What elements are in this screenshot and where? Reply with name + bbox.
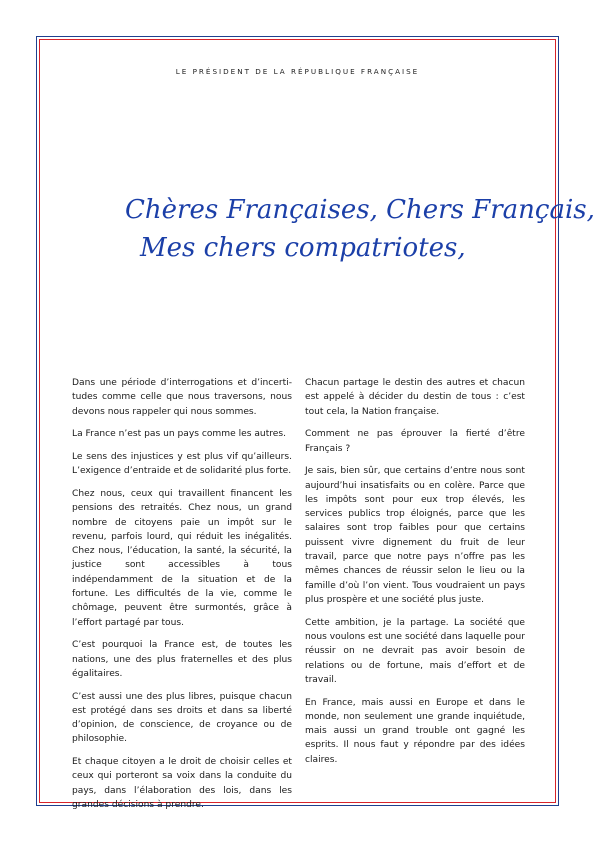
paragraph: C’est aussi une des plus libres, puisque chacun est protégé dans ses droits et dans sa liberté d’opinion, de conscience, de croyance ou de philosophie. (72, 691, 292, 745)
salutation-line-2: Mes chers compatriotes, (140, 233, 466, 263)
paragraph: En France, mais aussi en Europe et dans le monde, non seulement une grande inquiétude, mais aussi un grand trouble ont gagné les esprits. Il nous faut y répondre par des idées claires. (305, 697, 525, 765)
paragraph: C’est pourquoi la France est, de toutes les nations, une des plus fraternelles et des plus égalitaires. (72, 640, 292, 679)
handwritten-salutation (110, 170, 595, 280)
paragraph: Cette ambition, je la partage. La société que nous voulons est une société dans laquelle pour réussir on ne devrait pas avoir besoin de relations ou de fortune, mais d’effort et de travail. (305, 617, 525, 685)
paragraph: Et chaque citoyen a le droit de choisir celles et ceux qui porteront sa voix dans la conduite du pays, dans l’élaboration des lois, dans les grandes décisions à prendre. (72, 757, 292, 811)
salutation-line-1: Chères Françaises, Chers Français, (125, 195, 595, 225)
paragraph: Le sens des injustices y est plus vif qu’ailleurs. L’exigence d’entraide et de solidarité plus forte. (72, 451, 292, 477)
letterhead-title: LE PRÉSIDENT DE LA RÉPUBLIQUE FRANÇAISE (175, 67, 420, 76)
paragraph: La France n’est pas un pays comme les autres. (72, 429, 287, 440)
paragraph: Dans une période d’interrogations et d’incerti-tudes comme celle que nous traversons, nous devons nous rappeler qui nous sommes. (72, 378, 292, 417)
paragraph: Je sais, bien sûr, que certains d’entre nous sont aujourd’hui insatisfaits ou en colère. Parce que les impôts sont pour eux trop élevés, les services publics trop éloignés, parce que les salaires sont trop faibles pour que certains puissent vivre dignement du fruit de leur travail, parce que notre pays n’offre pas les mêmes chances de réussir selon le lieu ou la famille d’où l’on vient. Tous voudraient un pays plus prospère et une société plus juste. (305, 466, 525, 605)
left-column (72, 376, 292, 821)
paragraph: Comment ne pas éprouver la fierté d’être Français ? (305, 429, 525, 454)
right-column (305, 376, 525, 775)
paragraph: Chez nous, ceux qui travaillent financent les pensions des retraités. Chez nous, un grand nombre de citoyens paie un impôt sur le revenu, parfois lourd, qui réduit les inégalités. Chez nous, l’éducation, la santé, la sécurité, la justice sont accessibles à tous indépendamment de la situation et de la fortune. Les difficultés de la vie, comme le chômage, peuvent être surmontés, grâce à l’effort partagé par tous. (72, 488, 292, 628)
paragraph: Chacun partage le destin des autres et chacun est appelé à décider du destin de tous : c’est tout cela, la Nation française. (305, 378, 525, 417)
